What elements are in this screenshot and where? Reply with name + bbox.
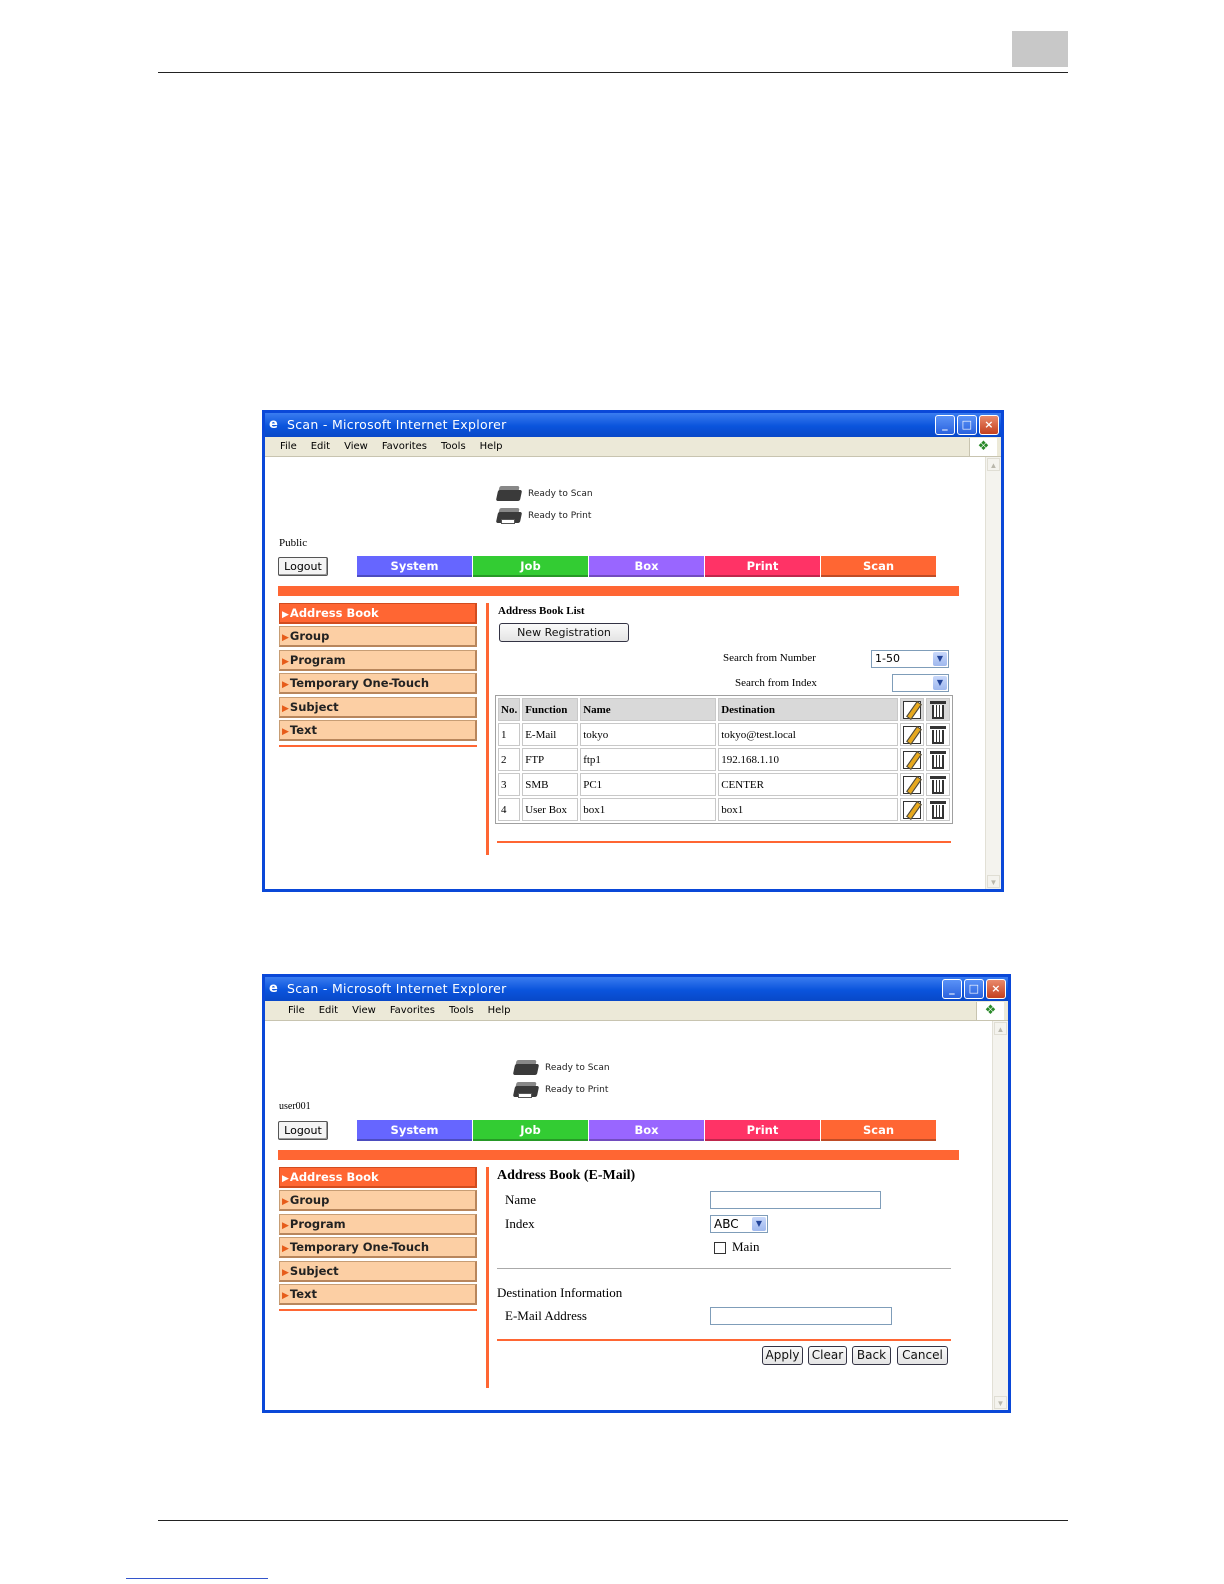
chevron-down-icon: ▼ [933, 676, 947, 690]
edit-header [900, 698, 924, 721]
scroll-up-icon[interactable]: ▲ [994, 1022, 1007, 1035]
device-status [512, 1057, 610, 1101]
address-book-table [495, 695, 953, 824]
sidebar-item-program[interactable]: ▶Program [279, 1214, 477, 1235]
vertical-scrollbar[interactable] [992, 1021, 1008, 1410]
col-no: No. [498, 698, 520, 721]
search-number-label: Search from Number [723, 652, 816, 664]
menu-tools[interactable]: Tools [441, 441, 466, 452]
back-button[interactable]: Back [852, 1346, 891, 1365]
panel-separator [486, 603, 489, 855]
sidebar-item-label: Text [289, 722, 317, 737]
device-status [495, 483, 593, 527]
tab-box[interactable]: Box [589, 556, 704, 577]
trash-icon[interactable] [930, 775, 946, 794]
ie-window-address-list [262, 410, 1004, 892]
print-status: Ready to Print [545, 1085, 609, 1095]
list-underline [497, 841, 951, 843]
cell-function: E-Mail [522, 723, 578, 746]
minimize-button[interactable]: _ [942, 979, 962, 999]
maximize-button[interactable]: □ [957, 415, 977, 435]
sidebar-item-label: Address Book [289, 1170, 379, 1184]
index-label: Index [505, 1216, 535, 1231]
sidebar [279, 1167, 477, 1311]
edit-icon[interactable] [903, 751, 921, 769]
sidebar [279, 603, 477, 747]
main-tabs [357, 556, 937, 577]
tab-scan[interactable]: Scan [821, 556, 936, 577]
ie-app-icon: e [269, 981, 279, 996]
cell-destination: CENTER [718, 773, 898, 796]
menu-file[interactable]: File [288, 1005, 305, 1016]
sidebar-item-label: Temporary One-Touch [289, 1240, 430, 1255]
edit-cell [900, 723, 924, 746]
title-bar[interactable] [265, 413, 1001, 437]
delete-cell [926, 748, 950, 771]
index-value: ABC [714, 1217, 739, 1231]
cell-no: 1 [498, 723, 520, 746]
scroll-down-icon[interactable]: ▼ [994, 1396, 1007, 1409]
ie-app-icon: e [269, 417, 279, 432]
form-underline [497, 1339, 951, 1341]
sidebar-item-group[interactable]: ▶Group [279, 626, 477, 647]
name-input[interactable] [710, 1191, 881, 1209]
search-number-value: 1-50 [875, 652, 900, 665]
delete-cell [926, 723, 950, 746]
printer-icon [495, 507, 523, 525]
menu-view[interactable]: View [352, 1005, 376, 1016]
minimize-button[interactable]: _ [935, 415, 955, 435]
menu-edit[interactable]: Edit [310, 441, 331, 452]
clear-button[interactable]: Clear [808, 1346, 847, 1365]
cell-name: PC1 [580, 773, 716, 796]
header-rule [158, 72, 1068, 73]
sidebar-item-label: Text [289, 1286, 317, 1301]
scroll-down-icon[interactable]: ▼ [987, 875, 1000, 888]
cell-no: 4 [498, 798, 520, 821]
menu-bar [265, 1001, 1008, 1021]
sidebar-item-address-book[interactable]: ▶Address Book [279, 603, 477, 624]
ie-window-address-email [262, 974, 1011, 1413]
panel-title: Address Book (E-Mail) [497, 1168, 636, 1183]
search-index-select[interactable] [892, 674, 949, 692]
sidebar-item-temporary-one-touch[interactable]: ▶Temporary One-Touch [279, 1237, 477, 1258]
sidebar-item-label: Group [289, 629, 330, 644]
email-label: E-Mail Address [505, 1308, 587, 1323]
table-row [498, 773, 950, 796]
cell-name: ftp1 [580, 748, 716, 771]
tab-system[interactable]: System [357, 556, 472, 577]
tab-job[interactable]: Job [473, 1120, 588, 1141]
destination-section-title: Destination Information [497, 1285, 623, 1300]
cell-destination: tokyo@test.local [718, 723, 898, 746]
sidebar-item-subject[interactable]: ▶Subject [279, 1261, 477, 1282]
delete-cell [926, 773, 950, 796]
window-title: Scan - Microsoft Internet Explorer [287, 417, 507, 432]
table-row [498, 798, 950, 821]
sidebar-item-temporary-one-touch[interactable]: ▶Temporary One-Touch [279, 673, 477, 694]
tab-system[interactable]: System [357, 1120, 472, 1141]
sidebar-item-label: Group [289, 1193, 330, 1208]
edit-cell [900, 773, 924, 796]
trash-icon[interactable] [930, 750, 946, 769]
printer-icon [512, 1081, 540, 1099]
tab-print[interactable]: Print [705, 556, 820, 577]
table-row [498, 748, 950, 771]
col-name: Name [580, 698, 716, 721]
menu-favorites[interactable]: Favorites [381, 441, 428, 452]
tab-print[interactable]: Print [705, 1120, 820, 1141]
maximize-button[interactable]: □ [964, 979, 984, 999]
header-divider [278, 586, 959, 596]
cell-name: box1 [580, 798, 716, 821]
panel-title: Address Book List [498, 605, 585, 617]
print-status: Ready to Print [528, 511, 592, 521]
search-index-label: Search from Index [735, 677, 817, 689]
sidebar-item-text[interactable]: ▶Text [279, 720, 477, 741]
page-number-tab [1012, 31, 1068, 67]
cell-no: 3 [498, 773, 520, 796]
delete-header [926, 698, 950, 721]
header-divider [278, 1150, 959, 1160]
sidebar-item-address-book[interactable]: ▶Address Book [279, 1167, 477, 1188]
cell-destination: box1 [718, 798, 898, 821]
scanner-icon [512, 1059, 540, 1077]
menu-help[interactable]: Help [479, 441, 503, 452]
delete-cell [926, 798, 950, 821]
table-header-row [498, 698, 950, 721]
edit-icon[interactable] [903, 726, 921, 744]
sidebar-item-label: Program [289, 652, 346, 667]
sidebar-item-label: Temporary One-Touch [289, 676, 430, 691]
tab-box[interactable]: Box [589, 1120, 704, 1141]
sidebar-item-label: Program [289, 1216, 346, 1231]
sidebar-item-program[interactable]: ▶Program [279, 650, 477, 671]
menu-file[interactable]: File [280, 441, 297, 452]
sidebar-item-label: Subject [289, 699, 339, 714]
chevron-down-icon: ▼ [933, 652, 947, 666]
col-destination: Destination [718, 698, 898, 721]
cancel-button[interactable]: Cancel [897, 1346, 948, 1365]
scroll-up-icon[interactable]: ▲ [987, 458, 1000, 471]
search-number-select[interactable] [871, 650, 949, 668]
cell-function: FTP [522, 748, 578, 771]
sidebar-item-label: Subject [289, 1263, 339, 1278]
user-label: user001 [279, 1101, 311, 1112]
cell-function: SMB [522, 773, 578, 796]
title-bar[interactable] [265, 977, 1008, 1001]
menu-view[interactable]: View [344, 441, 368, 452]
menu-favorites[interactable]: Favorites [389, 1005, 436, 1016]
menu-help[interactable]: Help [487, 1005, 511, 1016]
scan-status: Ready to Scan [545, 1063, 610, 1073]
window-title: Scan - Microsoft Internet Explorer [287, 981, 507, 996]
close-button[interactable]: × [979, 415, 999, 435]
user-label: Public [279, 537, 308, 549]
scan-status: Ready to Scan [528, 489, 593, 499]
sidebar-item-group[interactable]: ▶Group [279, 1190, 477, 1211]
edit-icon[interactable] [903, 801, 921, 819]
menu-tools[interactable]: Tools [449, 1005, 474, 1016]
sidebar-underline [279, 745, 477, 747]
cell-function: User Box [522, 798, 578, 821]
tab-job[interactable]: Job [473, 556, 588, 577]
chevron-down-icon: ▼ [752, 1217, 766, 1231]
cell-destination: 192.168.1.10 [718, 748, 898, 771]
main-label: Main [732, 1239, 760, 1254]
windows-logo-icon: ❖ [976, 1002, 1004, 1020]
new-registration-button[interactable]: New Registration [499, 623, 629, 642]
edit-cell [900, 748, 924, 771]
sidebar-item-label: Address Book [289, 606, 379, 620]
trash-icon[interactable] [930, 725, 946, 744]
vertical-scrollbar[interactable] [985, 457, 1001, 889]
footer-rule [158, 1520, 1068, 1521]
edit-icon[interactable] [903, 776, 921, 794]
sidebar-item-subject[interactable]: ▶Subject [279, 697, 477, 718]
edit-icon [903, 701, 921, 719]
trash-icon[interactable] [930, 800, 946, 819]
menu-bar [265, 437, 1001, 457]
cell-name: tokyo [580, 723, 716, 746]
page-content [265, 1021, 992, 1410]
scanner-icon [495, 485, 523, 503]
logout-button[interactable]: Logout [278, 557, 328, 576]
logout-button[interactable]: Logout [278, 1121, 328, 1140]
panel-separator [486, 1167, 489, 1388]
main-tabs [357, 1120, 937, 1141]
page-content [265, 457, 985, 889]
table-row [498, 723, 950, 746]
col-function: Function [522, 698, 578, 721]
tab-scan[interactable]: Scan [821, 1120, 936, 1141]
sidebar-item-text[interactable]: ▶Text [279, 1284, 477, 1305]
sidebar-underline [279, 1309, 477, 1311]
section-divider [497, 1268, 951, 1269]
email-input[interactable] [710, 1307, 892, 1325]
index-select[interactable] [710, 1215, 768, 1233]
name-label: Name [505, 1192, 537, 1207]
close-button[interactable]: × [986, 979, 1006, 999]
trash-icon [930, 700, 946, 719]
apply-button[interactable]: Apply [762, 1346, 803, 1365]
edit-cell [900, 798, 924, 821]
footer-link-underline [126, 1578, 268, 1579]
cell-no: 2 [498, 748, 520, 771]
menu-edit[interactable]: Edit [318, 1005, 339, 1016]
main-checkbox[interactable] [714, 1242, 726, 1254]
windows-logo-icon: ❖ [969, 438, 997, 456]
